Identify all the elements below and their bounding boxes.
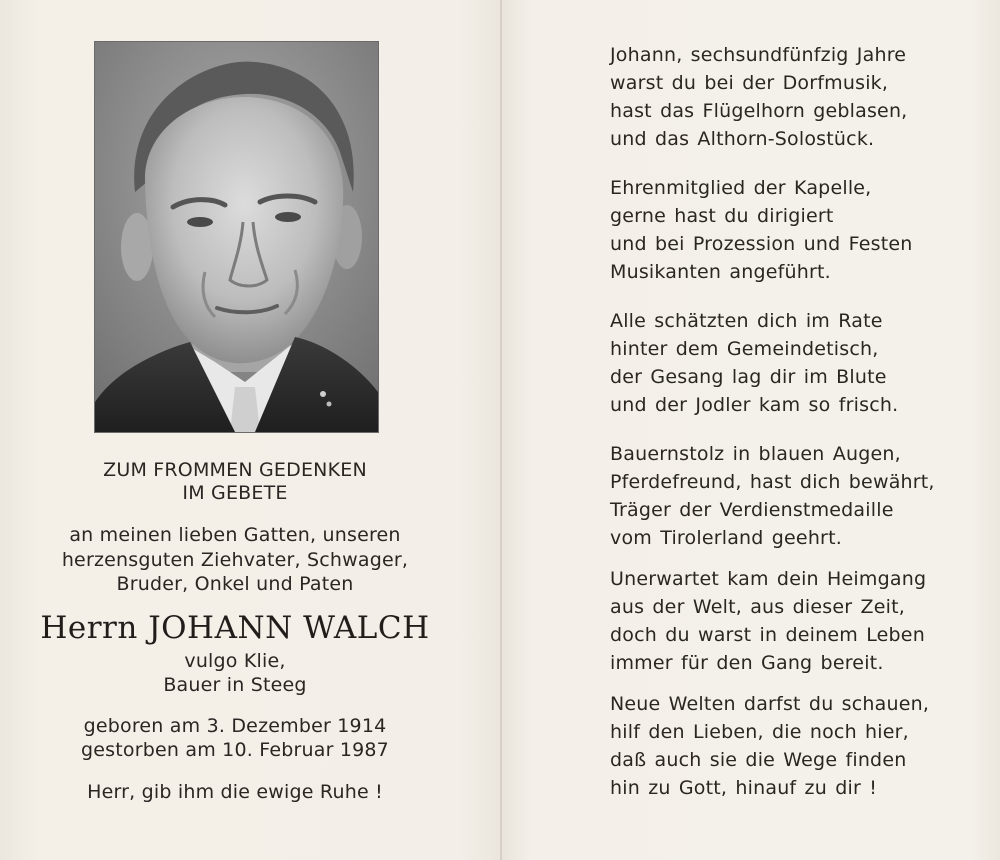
poem-line: und das Althorn-Solostück. [610, 128, 875, 150]
death-date-line: gestorben am 10. Februar 1987 [81, 739, 389, 761]
birth-date-line: geboren am 3. Dezember 1914 [83, 715, 387, 737]
dedication-line-3: Bruder, Onkel und Paten [116, 573, 354, 595]
poem-line: der Gesang lag dir im Blute [610, 366, 887, 388]
name-full: JOHANN WALCH [148, 610, 430, 646]
prayer-line: Herr, gib ihm die ewige Ruhe ! [87, 781, 383, 803]
poem-line: und der Jodler kam so frisch. [610, 394, 899, 416]
name-prefix: Herrn [40, 610, 138, 646]
poem-line: vom Tirolerland geehrt. [610, 527, 842, 549]
poem-line: Unerwartet kam dein Heimgang [610, 568, 927, 590]
poem-line: daß auch sie die Wege finden [610, 749, 907, 771]
poem-line: Johann, sechsundfünfzig Jahre [610, 44, 907, 66]
portrait-photo [95, 42, 378, 432]
alias-line: vulgo Klie, [184, 650, 286, 672]
poem-line: hin zu Gott, hinauf zu dir ! [610, 777, 878, 799]
dedication-line-1: an meinen lieben Gatten, unseren [69, 524, 401, 546]
poem-line: hast das Flügelhorn geblasen, [610, 100, 908, 122]
poem-line: Pferdefreund, hast dich bewährt, [610, 471, 935, 493]
poem-line: Bauernstolz in blauen Augen, [610, 443, 901, 465]
poem-line: aus der Welt, aus dieser Zeit, [610, 596, 905, 618]
poem-line: Neue Welten darfst du schauen, [610, 693, 930, 715]
poem-line: hilf den Lieben, die noch hier, [610, 721, 909, 743]
poem-line: doch du warst in deinem Leben [610, 624, 925, 646]
portrait-image [95, 42, 378, 432]
poem-line: und bei Prozession und Festen [610, 233, 913, 255]
poem-line: Musikanten angeführt. [610, 261, 831, 283]
poem-line: Träger der Verdienstmedaille [610, 499, 894, 521]
heading-line-2: IM GEBETE [182, 482, 288, 504]
deceased-name [0, 610, 470, 646]
dedication-line-2: herzensguten Ziehvater, Schwager, [61, 549, 409, 571]
poem-line: immer für den Gang bereit. [610, 652, 884, 674]
poem-line: Alle schätzten dich im Rate [610, 310, 883, 332]
poem-line: hinter dem Gemeindetisch, [610, 338, 879, 360]
occupation-line: Bauer in Steeg [163, 674, 307, 696]
poem-line: gerne hast du dirigiert [610, 205, 834, 227]
poem-line: warst du bei der Dorfmusik, [610, 72, 889, 94]
poem-line: Ehrenmitglied der Kapelle, [610, 177, 872, 199]
heading-line-1: ZUM FROMMEN GEDENKEN [103, 459, 367, 481]
